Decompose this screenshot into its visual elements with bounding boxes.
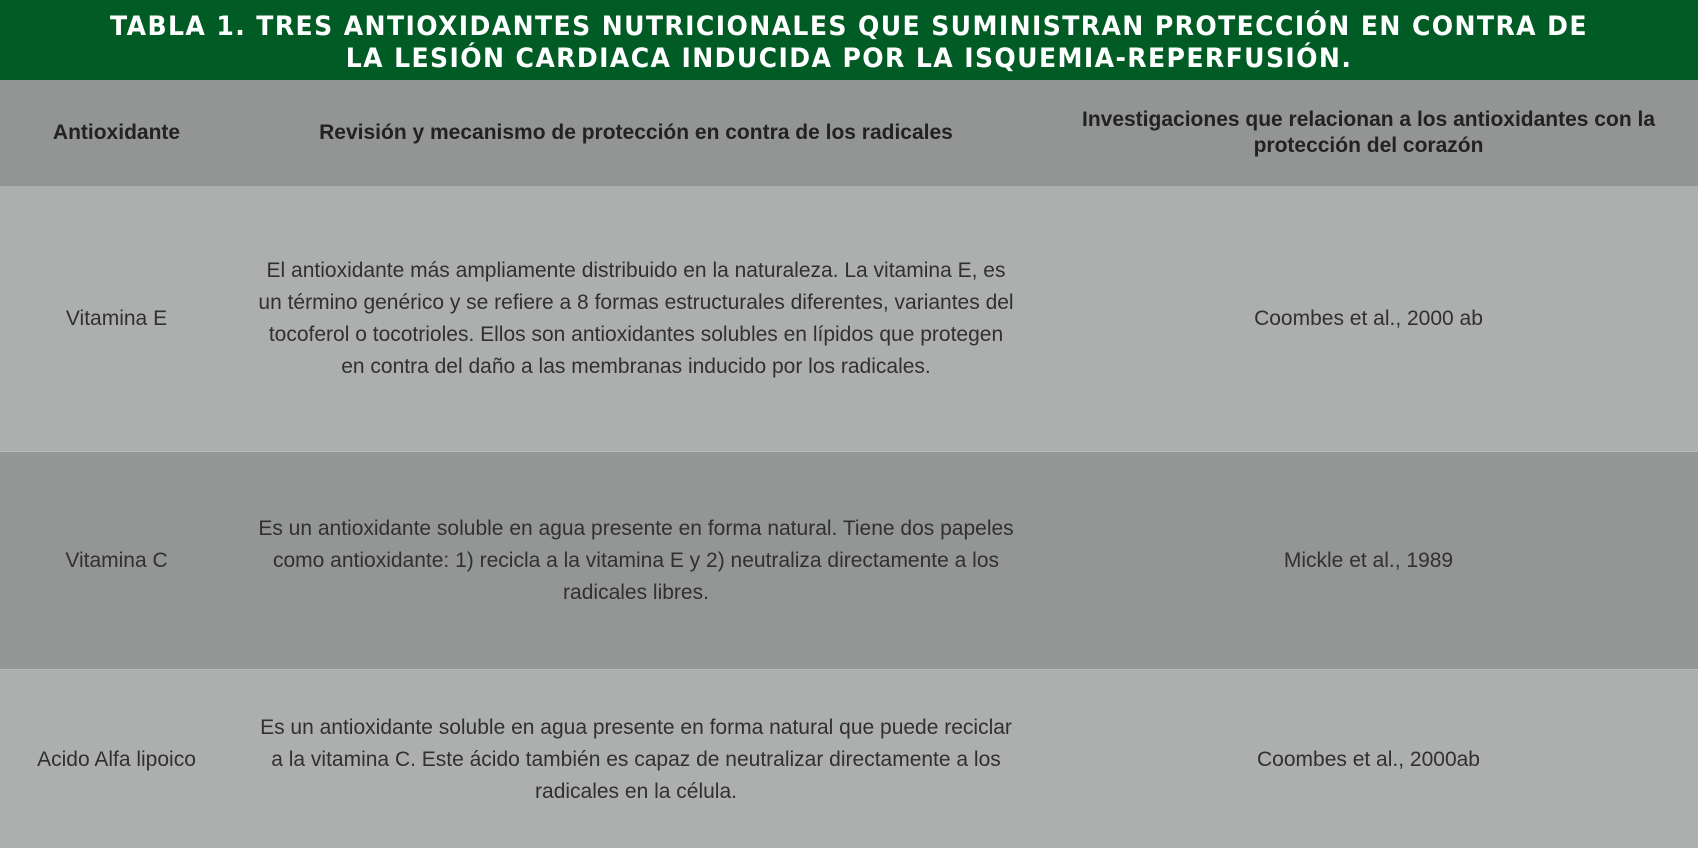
header-antioxidant: Antioxidante xyxy=(52,121,181,144)
cell-antioxidant: Acido Alfa lipoico xyxy=(37,748,196,771)
table-title: TABLA 1. TRES ANTIOXIDANTES NUTRICIONALES QUE SUMINISTRAN PROTECCIÓN EN CONTRA DE LA LESIÓN CARDIACA INDUCIDA POR LA ISQUEMIA-REPERFUSIÓN. xyxy=(110,11,1588,74)
cell-mechanism: Es un antioxidante soluble en agua presente en forma natural. Tiene dos papeles como antioxidante: 1) recicla a la vitamina E y 2) neutraliza directamente a los radicales libres. xyxy=(258,516,1014,604)
table-title-bar xyxy=(0,0,1698,80)
cell-mechanism: Es un antioxidante soluble en agua presente en forma natural que puede reciclar a la vitamina C. Este ácido también es capaz de neutralizar directamente a los radicales en la célula. xyxy=(260,716,1012,803)
cell-antioxidant: Vitamina E xyxy=(65,306,168,330)
cell-antioxidant: Vitamina C xyxy=(65,548,168,572)
cell-research: Coombes et al., 2000ab xyxy=(1257,748,1480,771)
cell-research: Mickle et al., 1989 xyxy=(1283,548,1454,572)
cell-research: Coombes et al., 2000 ab xyxy=(1254,306,1483,330)
table-row xyxy=(0,670,1698,848)
cell-mechanism: El antioxidante más ampliamente distribuido en la naturaleza. La vitamina E, es un término genérico y se refiere a 8 formas estructurales diferentes, variantes del tocoferol o tocotrioles. Ellos son antioxidantes solubles en lípidos que protegen en contra del daño a las membranas inducido por los radicales. xyxy=(258,258,1014,378)
table-row xyxy=(0,452,1698,669)
table-row xyxy=(0,186,1698,451)
table-header-row xyxy=(0,80,1698,186)
header-research: Investigaciones que relacionan a los antioxidantes con la protección del corazón xyxy=(1081,108,1655,157)
antioxidant-table xyxy=(0,80,1698,848)
header-mechanism: Revisión y mecanismo de protección en contra de los radicales xyxy=(319,121,953,144)
